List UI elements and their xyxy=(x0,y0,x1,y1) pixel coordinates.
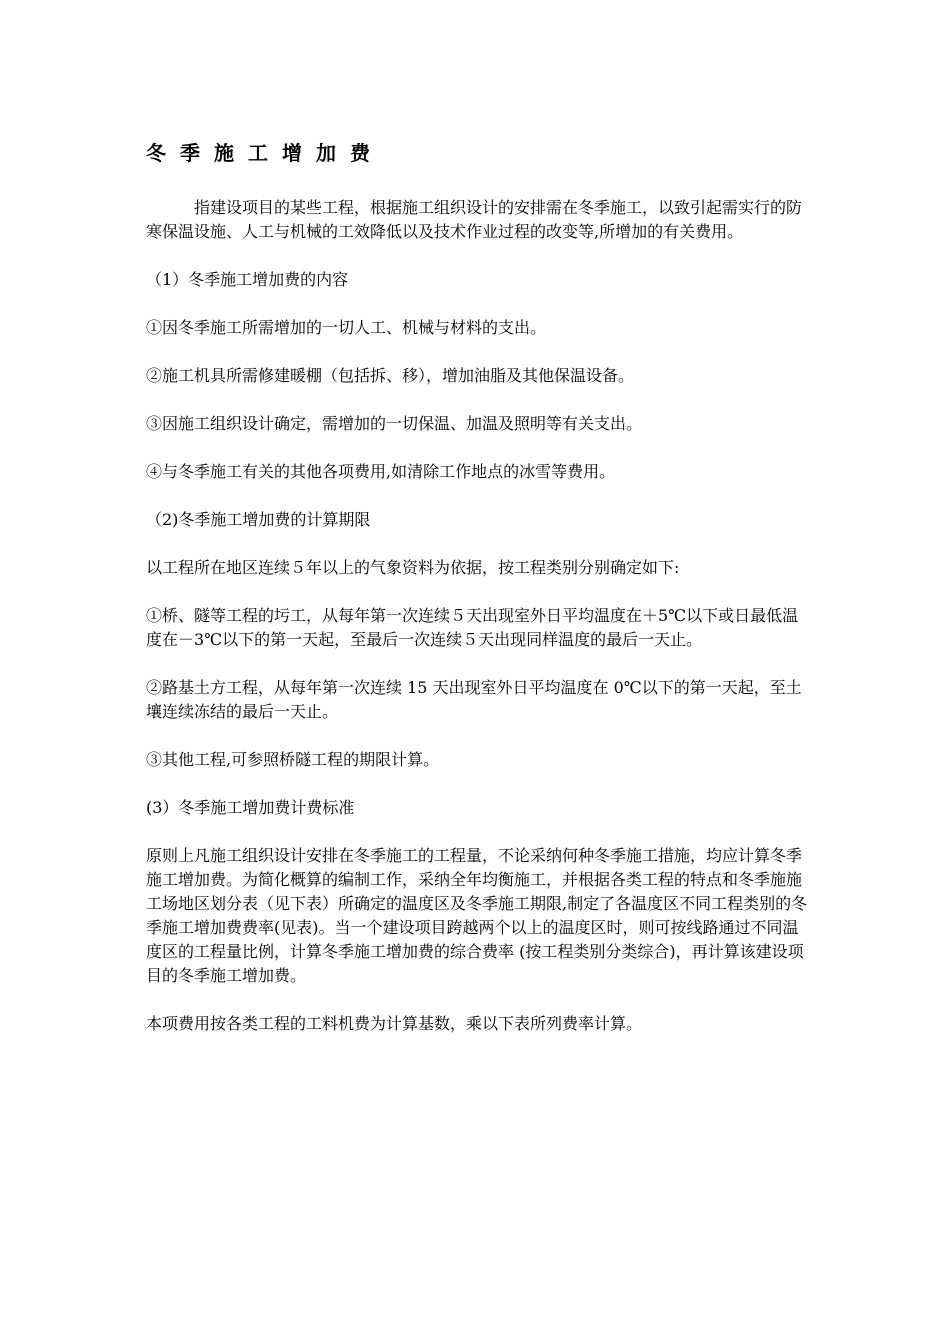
intro-paragraph: 指建设项目的某些工程，根据施工组织设计的安排需在冬季施工，以致引起需实行的防寒保温设施、人工与机械的工效降低以及技术作业过程的改变等,所增加的有关费用。 xyxy=(146,198,803,241)
document-title: 冬季施工增加费 xyxy=(146,141,384,165)
document-body xyxy=(146,196,812,1060)
list-item: ①因冬季施工所需增加的一切人工、机械与材料的支出。 xyxy=(146,318,547,337)
list-item: ③因施工组织设计确定，需增加的一切保温、加温及照明等有关支出。 xyxy=(146,414,643,433)
list-item: ②路基土方工程，从每年第一次连续 15 天出现室外日平均温度在 0℃以下的第一天起，至土壤连续冻结的最后一天止。 xyxy=(146,678,802,721)
closing-paragraph: 本项费用按各类工程的工料机费为计算基数，乘以下表所列费率计算。 xyxy=(146,1014,643,1033)
section-heading-period: （2)冬季施工增加费的计算期限 xyxy=(146,510,371,529)
period-intro-paragraph: 以工程所在地区连续５年以上的气象资料为依据，按工程类别分别确定如下: xyxy=(146,558,680,577)
list-item: ④与冬季施工有关的其他各项费用,如清除工作地点的冰雪等费用。 xyxy=(146,462,616,481)
list-item: ①桥、隧等工程的圬工，从每年第一次连续５天出现室外日平均温度在＋5℃以下或日最低温度在－3℃以下的第一天起，至最后一次连续５天出现同样温度的最后一天止。 xyxy=(146,606,799,649)
list-item: ②施工机具所需修建暖棚（包括拆、移），增加油脂及其他保温设备。 xyxy=(146,366,635,385)
list-item: ③其他工程,可参照桥隧工程的期限计算。 xyxy=(146,750,440,769)
standard-paragraph: 原则上凡施工组织设计安排在冬季施工的工程量，不论采纳何种冬季施工措施，均应计算冬季施工增加费。为简化概算的编制工作，采纳全年均衡施工，并根据各类工程的特点和冬季施施工场地区划分表（见下表）所确定的温度区及冬季施工期限,制定了各温度区不同工程类别的冬季施工增加费费率(见表)。当一个建设项目跨越两个以上的温度区时，则可按线路通过不同温度区的工程量比例，计算冬季施工增加费的综合费率 (按工程类别分类综合)，再计算该建设项目的冬季施工增加费。 xyxy=(146,846,808,985)
section-heading-standard: (3）冬季施工增加费计费标准 xyxy=(146,798,355,817)
section-heading-content: （1）冬季施工增加费的内容 xyxy=(146,270,349,289)
